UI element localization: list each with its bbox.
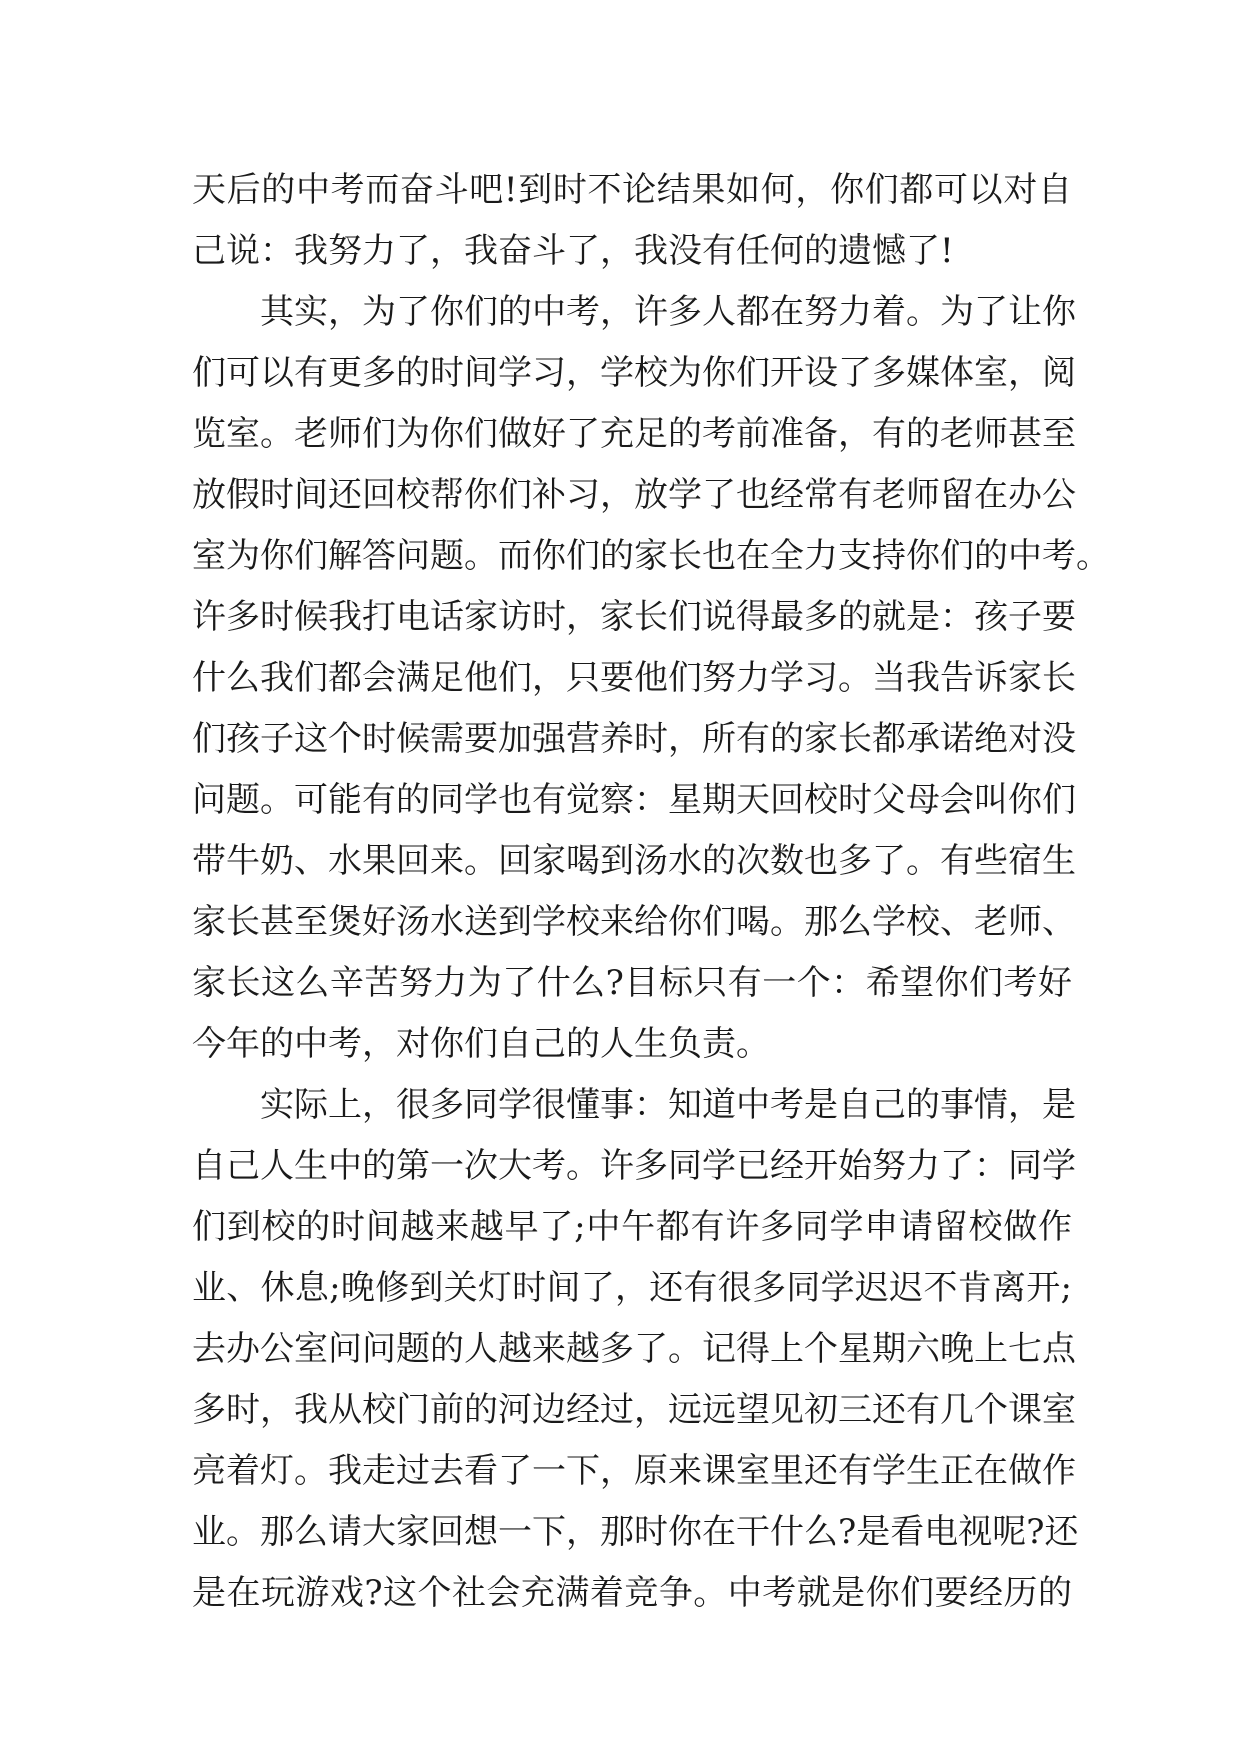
text-line: 实际上，很多同学很懂事：知道中考是自己的事情，是 [260, 1085, 1076, 1125]
text-line: 室为你们解答问题。而你们的家长也在全力支持你们的中考。 [192, 536, 1110, 576]
text-line: 览室。老师们为你们做好了充足的考前准备，有的老师甚至 [192, 414, 1076, 454]
text-line: 带牛奶、水果回来。回家喝到汤水的次数也多了。有些宿生 [192, 841, 1076, 881]
text-line: 许多时候我打电话家访时，家长们说得最多的就是：孩子要 [192, 597, 1076, 637]
text-line: 其实，为了你们的中考，许多人都在努力着。为了让你 [260, 292, 1076, 332]
text-line: 己说：我努力了，我奋斗了，我没有任何的遗憾了! [192, 231, 954, 271]
text-line: 是在玩游戏?这个社会充满着竞争。中考就是你们要经历的 [192, 1573, 1072, 1613]
text-line: 家长这么辛苦努力为了什么?目标只有一个：希望你们考好 [192, 963, 1072, 1003]
text-line: 天后的中考而奋斗吧!到时不论结果如何，你们都可以对自 [192, 170, 1072, 210]
text-line: 多时，我从校门前的河边经过，远远望见初三还有几个课室 [192, 1390, 1076, 1430]
text-line: 们可以有更多的时间学习，学校为你们开设了多媒体室，阅 [192, 353, 1076, 393]
text-line: 去办公室问问题的人越来越多了。记得上个星期六晚上七点 [192, 1329, 1076, 1369]
text-line: 业、休息;晚修到关灯时间了，还有很多同学迟迟不肯离开; [192, 1268, 1072, 1308]
body-text [192, 160, 1110, 1624]
text-line: 问题。可能有的同学也有觉察：星期天回校时父母会叫你们 [192, 780, 1076, 820]
text-line: 放假时间还回校帮你们补习，放学了也经常有老师留在办公 [192, 475, 1076, 515]
text-line: 什么我们都会满足他们，只要他们努力学习。当我告诉家长 [192, 658, 1076, 698]
text-line: 今年的中考，对你们自己的人生负责。 [192, 1024, 770, 1064]
text-line: 们孩子这个时候需要加强营养时，所有的家长都承诺绝对没 [192, 719, 1076, 759]
text-line: 自己人生中的第一次大考。许多同学已经开始努力了：同学 [192, 1146, 1076, 1186]
text-line: 亮着灯。我走过去看了一下，原来课室里还有学生正在做作 [192, 1451, 1076, 1491]
text-line: 们到校的时间越来越早了;中午都有许多同学申请留校做作 [192, 1207, 1072, 1247]
text-line: 家长甚至煲好汤水送到学校来给你们喝。那么学校、老师、 [192, 902, 1076, 942]
text-line: 业。那么请大家回想一下，那时你在干什么?是看电视呢?还 [192, 1512, 1079, 1552]
